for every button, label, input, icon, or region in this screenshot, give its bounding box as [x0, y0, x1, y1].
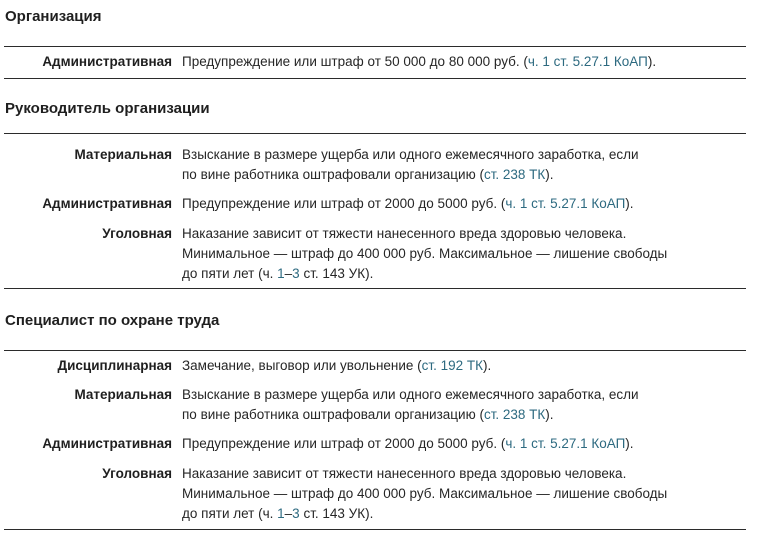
liability-description	[182, 434, 722, 454]
description-text: Предупреждение или штраф от 2000 до 5000 руб. (	[182, 196, 506, 211]
section-title-safety-specialist: Специалист по охране труда	[5, 312, 220, 329]
section-divider	[4, 78, 746, 79]
section-divider	[4, 133, 746, 134]
description-line	[182, 434, 722, 454]
description-text: –	[284, 506, 293, 521]
description-text: ).	[647, 54, 657, 69]
description-text: ст. 143 УК).	[299, 506, 374, 521]
section-divider	[4, 46, 746, 47]
liability-description	[182, 385, 722, 425]
law-reference-link[interactable]: ст. 5.27.1 КоАП	[531, 196, 626, 211]
description-text: ).	[545, 167, 554, 182]
description-text: до пяти лет (ч.	[182, 266, 278, 281]
description-line	[182, 385, 722, 405]
section-title-head-of-organization: Руководитель организации	[5, 100, 210, 117]
liability-type-label: Дисциплинарная	[57, 358, 172, 373]
liability-type-label: Административная	[42, 196, 172, 211]
description-text: Замечание, выговор или увольнение (	[182, 358, 422, 373]
liability-type-label: Материальная	[74, 147, 172, 162]
liability-type-label: Административная	[42, 436, 172, 451]
law-reference-link[interactable]: 3	[292, 266, 300, 281]
liability-type-label: Материальная	[74, 387, 172, 402]
section-divider	[4, 529, 746, 530]
liability-type-label: Уголовная	[102, 226, 172, 241]
description-text: ).	[483, 358, 492, 373]
section-title-organization: Организация	[5, 8, 102, 25]
description-text: –	[284, 266, 293, 281]
liability-type-label: Административная	[42, 54, 172, 69]
description-line	[182, 224, 722, 244]
description-text: до пяти лет (ч.	[182, 506, 278, 521]
description-text: по вине работника оштрафовали организацию (	[182, 407, 484, 422]
description-line	[182, 504, 722, 524]
description-text: Минимальное — штраф до 400 000 руб. Максимальное — лишение свободы	[182, 486, 668, 501]
description-line	[182, 194, 722, 214]
description-text: ст. 143 УК).	[299, 266, 374, 281]
section-divider	[4, 350, 746, 351]
law-reference-link[interactable]: ст. 192 ТК	[421, 358, 483, 373]
law-reference-link[interactable]: ч. 1	[527, 54, 550, 69]
description-line	[182, 145, 722, 165]
description-text: Взыскание в размере ущерба или одного ежемесячного заработка, если	[182, 147, 639, 162]
law-reference-link[interactable]: ч. 1	[505, 196, 528, 211]
liability-description	[182, 194, 722, 214]
description-text: Предупреждение или штраф от 50 000 до 80 000 руб. (	[182, 54, 528, 69]
law-reference-link[interactable]: 1	[277, 506, 285, 521]
description-line	[182, 405, 722, 425]
description-text: Предупреждение или штраф от 2000 до 5000 руб. (	[182, 436, 506, 451]
description-line	[182, 484, 722, 504]
description-text: Наказание зависит от тяжести нанесенного вреда здоровью человека.	[182, 466, 627, 481]
law-reference-link[interactable]: ст. 5.27.1 КоАП	[531, 436, 626, 451]
description-line	[182, 165, 722, 185]
description-text: Взыскание в размере ущерба или одного ежемесячного заработка, если	[182, 387, 639, 402]
law-reference-link[interactable]: ч. 1	[505, 436, 528, 451]
description-text: Минимальное — штраф до 400 000 руб. Максимальное — лишение свободы	[182, 246, 668, 261]
description-text: ).	[545, 407, 554, 422]
description-line	[182, 464, 722, 484]
liability-description	[182, 464, 722, 524]
liability-description	[182, 52, 722, 72]
description-text: ).	[625, 196, 634, 211]
description-text: ).	[625, 436, 634, 451]
description-line	[182, 244, 722, 264]
description-line	[182, 264, 722, 284]
law-reference-link[interactable]: ст. 5.27.1 КоАП	[553, 54, 648, 69]
description-line	[182, 356, 722, 376]
liability-description	[182, 356, 722, 376]
description-text: Наказание зависит от тяжести нанесенного вреда здоровью человека.	[182, 226, 627, 241]
liability-description	[182, 224, 722, 284]
law-reference-link[interactable]: 1	[277, 266, 285, 281]
section-divider	[4, 288, 746, 289]
description-text: по вине работника оштрафовали организацию (	[182, 167, 484, 182]
liability-description	[182, 145, 722, 185]
law-reference-link[interactable]: ст. 238 ТК	[483, 407, 546, 422]
description-line	[182, 52, 722, 72]
law-reference-link[interactable]: ст. 238 ТК	[483, 167, 546, 182]
law-reference-link[interactable]: 3	[292, 506, 300, 521]
liability-type-label: Уголовная	[102, 466, 172, 481]
